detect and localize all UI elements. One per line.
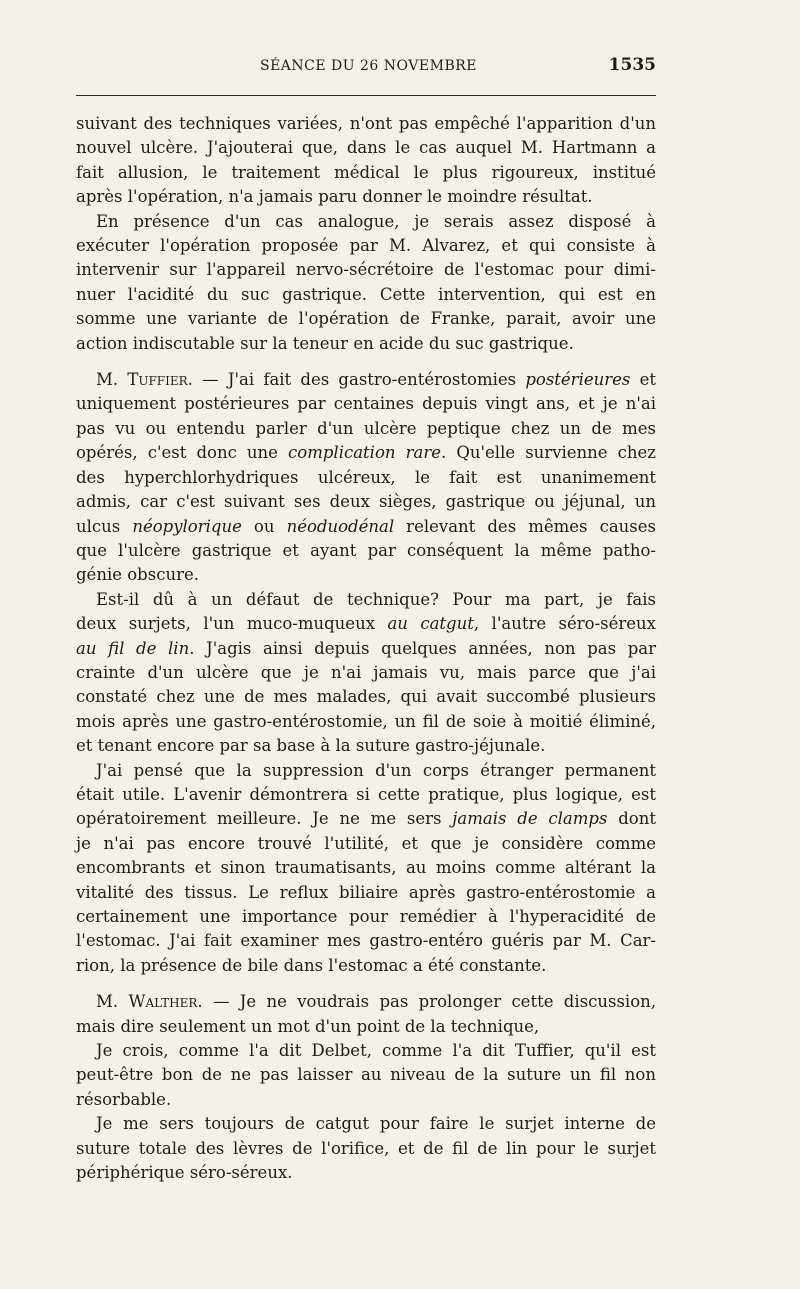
- text-line: [76, 612, 656, 636]
- text-run: et: [630, 370, 656, 390]
- text-line: Je me sers toujours de catgut pour faire le surjet interne de: [96, 1114, 656, 1134]
- text-line: [76, 515, 656, 539]
- text-line: peut-être bon de ne pas laisser au niveau de la suture un fil non: [76, 1065, 656, 1085]
- text-line: En présence d'un cas analogue, je serais assez disposé à: [96, 211, 656, 231]
- paragraph-tuffier: [76, 368, 656, 588]
- text-run: relevant des mêmes causes: [394, 516, 656, 536]
- paragraph-walther: [76, 990, 656, 1039]
- running-title: SÉANCE DU 26 NOVEMBRE: [260, 58, 477, 74]
- text-line: mois après une gastro-entérostomie, un fil de soie à moitié éliminé,: [76, 711, 656, 731]
- paragraph-5: [76, 759, 656, 979]
- text-line: résorbable.: [76, 1089, 172, 1109]
- text-line: uniquement postérieures par centaines depuis vingt ans, et je n'ai: [76, 394, 656, 414]
- text-line: Je crois, comme l'a dit Delbet, comme l'a dit Tuffier, qu'il est: [96, 1041, 656, 1061]
- italic-run: au catgut: [387, 614, 474, 634]
- text-line: l'estomac. J'ai fait examiner mes gastro-entéro guéris par M. Car-: [76, 931, 656, 951]
- speaker-prefix: M.: [96, 370, 128, 390]
- text-line: intervenir sur l'appareil nervo-sécrétoire de l'estomac pour dimi-: [76, 260, 656, 280]
- paragraph-4: [76, 588, 656, 759]
- text-run: — Je ne voudrais pas prolonger cette discussion,: [202, 992, 657, 1012]
- italic-run: néoduodénal: [286, 516, 395, 536]
- paragraph-8: [76, 1112, 656, 1185]
- text-line: admis, car c'est suivant ses deux sièges, gastrique ou jéjunal, un: [76, 492, 656, 512]
- italic-run: néopylorique: [132, 516, 242, 536]
- text-run: opérés, c'est donc une: [76, 443, 289, 463]
- body-text: [76, 112, 656, 1185]
- text-line: fait allusion, le traitement médical le plus rigoureux, institué: [76, 162, 656, 182]
- text-line: [76, 441, 656, 465]
- text-run: ou: [241, 516, 287, 536]
- italic-run: jamais de clamps: [452, 809, 608, 829]
- paragraph-7: [76, 1039, 656, 1112]
- italic-run: postérieures: [525, 370, 631, 390]
- text-run: ulcus: [76, 516, 133, 536]
- text-line: constaté chez une de mes malades, qui avait succombé plusieurs: [76, 687, 656, 707]
- text-run: dont: [607, 809, 656, 829]
- text-line: [76, 990, 656, 1014]
- speaker-prefix: M.: [96, 992, 129, 1012]
- text-line: génie obscure.: [76, 565, 199, 585]
- text-run: . Qu'elle survienne chez: [441, 443, 656, 463]
- text-line: mais dire seulement un mot d'un point de la technique,: [76, 1016, 540, 1036]
- speaker-name: Tuffier.: [127, 370, 193, 390]
- text-line: exécuter l'opération proposée par M. Alvarez, et qui consiste à: [76, 236, 656, 256]
- italic-run: au fil de lin: [76, 638, 190, 658]
- page-number: 1535: [608, 55, 656, 75]
- text-line: suivant des techniques variées, n'ont pas empêché l'apparition d'un: [76, 114, 656, 133]
- text-line: [76, 807, 656, 831]
- text-line: après l'opération, n'a jamais paru donner le moindre résultat.: [76, 187, 593, 207]
- text-line: pas vu ou entendu parler d'un ulcère peptique chez un de mes: [76, 418, 656, 438]
- paragraph-1: [76, 112, 656, 210]
- speaker-name: Walther.: [128, 992, 203, 1012]
- text-line: nouvel ulcère. J'ajouterai que, dans le cas auquel M. Hartmann a: [76, 138, 656, 158]
- text-run: deux surjets, l'un muco-muqueux: [76, 614, 388, 634]
- text-line: périphérique séro-séreux.: [76, 1163, 293, 1183]
- text-line: encombrants et sinon traumatisants, au moins comme altérant la: [76, 858, 656, 878]
- text-line: des hyperchlorhydriques ulcéreux, le fait est unanimement: [76, 467, 656, 487]
- text-line: [76, 368, 656, 392]
- text-line: était utile. L'avenir démontrera si cette pratique, plus logique, est: [76, 784, 656, 804]
- header-rule: [76, 95, 656, 96]
- text-line: suture totale des lèvres de l'orifice, et de fil de lin pour le surjet: [76, 1138, 656, 1158]
- page-header: [76, 55, 656, 78]
- text-line: crainte d'un ulcère que je n'ai jamais vu, mais parce que j'ai: [76, 662, 656, 682]
- text-line: nuer l'acidité du suc gastrique. Cette intervention, qui est en: [76, 284, 656, 304]
- text-line: J'ai pensé que la suppression d'un corps étranger permanent: [96, 760, 656, 780]
- text-line: certainement une importance pour remédier à l'hyperacidité de: [76, 907, 656, 926]
- text-line: rion, la présence de bile dans l'estomac a été constante.: [76, 955, 547, 975]
- text-line: que l'ulcère gastrique et ayant par conséquent la même patho-: [76, 540, 656, 560]
- text-run: opératoirement meilleure. Je ne me sers: [76, 809, 453, 829]
- text-line: [76, 637, 656, 661]
- text-run: , l'autre séro-séreux: [473, 614, 656, 634]
- italic-run: complication rare: [288, 443, 441, 463]
- text-line: action indiscutable sur la teneur en acide du suc gastrique.: [76, 333, 574, 353]
- text-line: vitalité des tissus. Le reflux biliaire après gastro-entérostomie a: [76, 882, 656, 902]
- text-run: . J'agis ainsi depuis quelques années, non pas par: [189, 638, 656, 658]
- text-line: je n'ai pas encore trouvé l'utilité, et que je considère comme: [76, 833, 656, 853]
- text-line: Est-il dû à un défaut de technique? Pour ma part, je fais: [96, 589, 656, 609]
- text-line: somme une variante de l'opération de Franke, parait, avoir une: [76, 309, 656, 329]
- text-run: — J'ai fait des gastro-entérostomies: [192, 370, 526, 390]
- paragraph-2: [76, 210, 656, 356]
- text-line: et tenant encore par sa base à la suture gastro-jéjunale.: [76, 736, 546, 756]
